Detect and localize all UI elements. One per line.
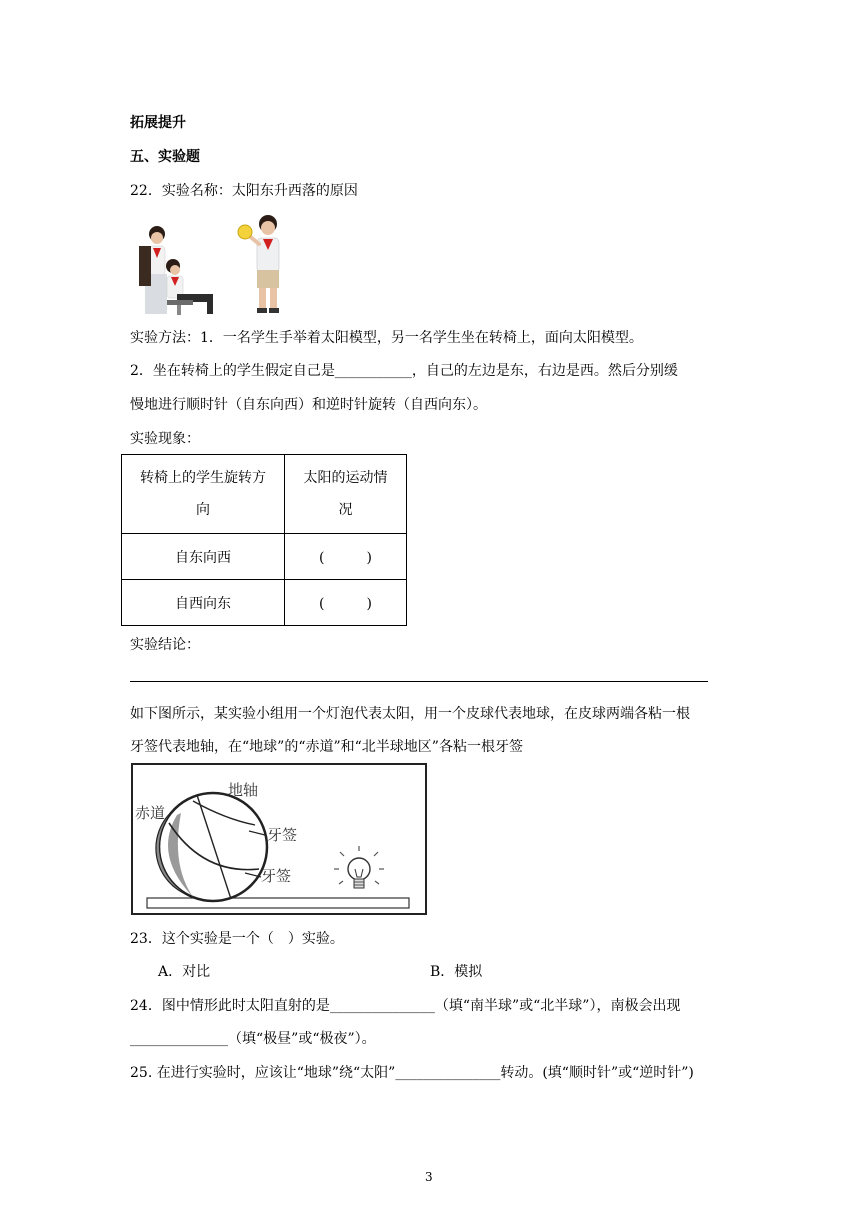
row-direction: 自东向西 xyxy=(122,534,285,580)
answer-blank[interactable]: ( ) xyxy=(285,580,407,626)
table-row xyxy=(122,534,407,580)
observation-table xyxy=(121,454,407,626)
globe xyxy=(156,793,267,901)
header-sun-motion-line1: 太阳的运动情 xyxy=(303,470,388,486)
header-sun-motion-line2: 况 xyxy=(338,502,353,518)
label-toothpick-upper: 牙签 xyxy=(267,826,298,844)
question-25: 25. 在进行实验时，应该让“地球”绕“太阳”_______________转动。(填“顺时针”或“逆时针”) xyxy=(130,1065,694,1081)
header-direction xyxy=(122,455,285,534)
question-24-line1: 24．图中情形此时太阳直射的是_______________（填“南半球”或“北半球”），南极会出现 xyxy=(130,998,681,1014)
page-number: 3 xyxy=(425,1170,433,1184)
label-equator: 赤道 xyxy=(135,804,166,822)
conclusion-label: 实验结论： xyxy=(130,637,200,653)
students-experiment-photo xyxy=(131,208,295,316)
header-sun-motion xyxy=(285,455,407,534)
section-title: 拓展提升 xyxy=(130,115,186,131)
question-23-stem: 23．这个实验是一个（ ）实验。 xyxy=(130,931,344,947)
globe-experiment-figure xyxy=(131,763,427,915)
table-row xyxy=(122,580,407,626)
option-b[interactable]: B．模拟 xyxy=(430,964,483,980)
intro-line1: 如下图所示，某实验小组用一个灯泡代表太阳，用一个皮球代表地球，在皮球两端各粘一根 xyxy=(130,706,690,722)
row-direction: 自西向东 xyxy=(122,580,285,626)
question-22-title: 22．实验名称：太阳东升西落的原因 xyxy=(130,183,358,199)
light-bulb-icon xyxy=(334,846,384,888)
section-subtitle: 五、实验题 xyxy=(130,149,200,165)
header-direction-line2: 向 xyxy=(196,502,210,518)
method-step-1: 实验方法：1．一名学生手举着太阳模型，另一名学生坐在转椅上，面向太阳模型。 xyxy=(130,330,643,346)
phenomenon-label: 实验现象： xyxy=(130,431,200,447)
conclusion-answer-line[interactable] xyxy=(130,681,708,682)
base-plank xyxy=(147,898,409,908)
header-direction-line1: 转椅上的学生旋转方 xyxy=(140,470,266,486)
method-step-2-line1: 2．坐在转椅上的学生假定自己是___________，自己的左边是东，右边是西。然后分别缓 xyxy=(130,363,678,379)
globe-diagram xyxy=(133,765,425,913)
label-toothpick-lower: 牙签 xyxy=(261,867,292,885)
table-header-row xyxy=(122,455,407,534)
question-24-line2: ______________（填“极昼”或“极夜”）。 xyxy=(130,1031,376,1047)
intro-line2: 牙签代表地轴，在“地球”的“赤道”和“北半球地区”各粘一根牙签 xyxy=(130,739,523,755)
option-a[interactable]: A．对比 xyxy=(158,964,211,980)
label-axis: 地轴 xyxy=(228,781,259,799)
answer-blank[interactable]: ( ) xyxy=(285,534,407,580)
method-step-2-line2: 慢地进行顺时针（自东向西）和逆时针旋转（自西向东）。 xyxy=(130,397,487,413)
